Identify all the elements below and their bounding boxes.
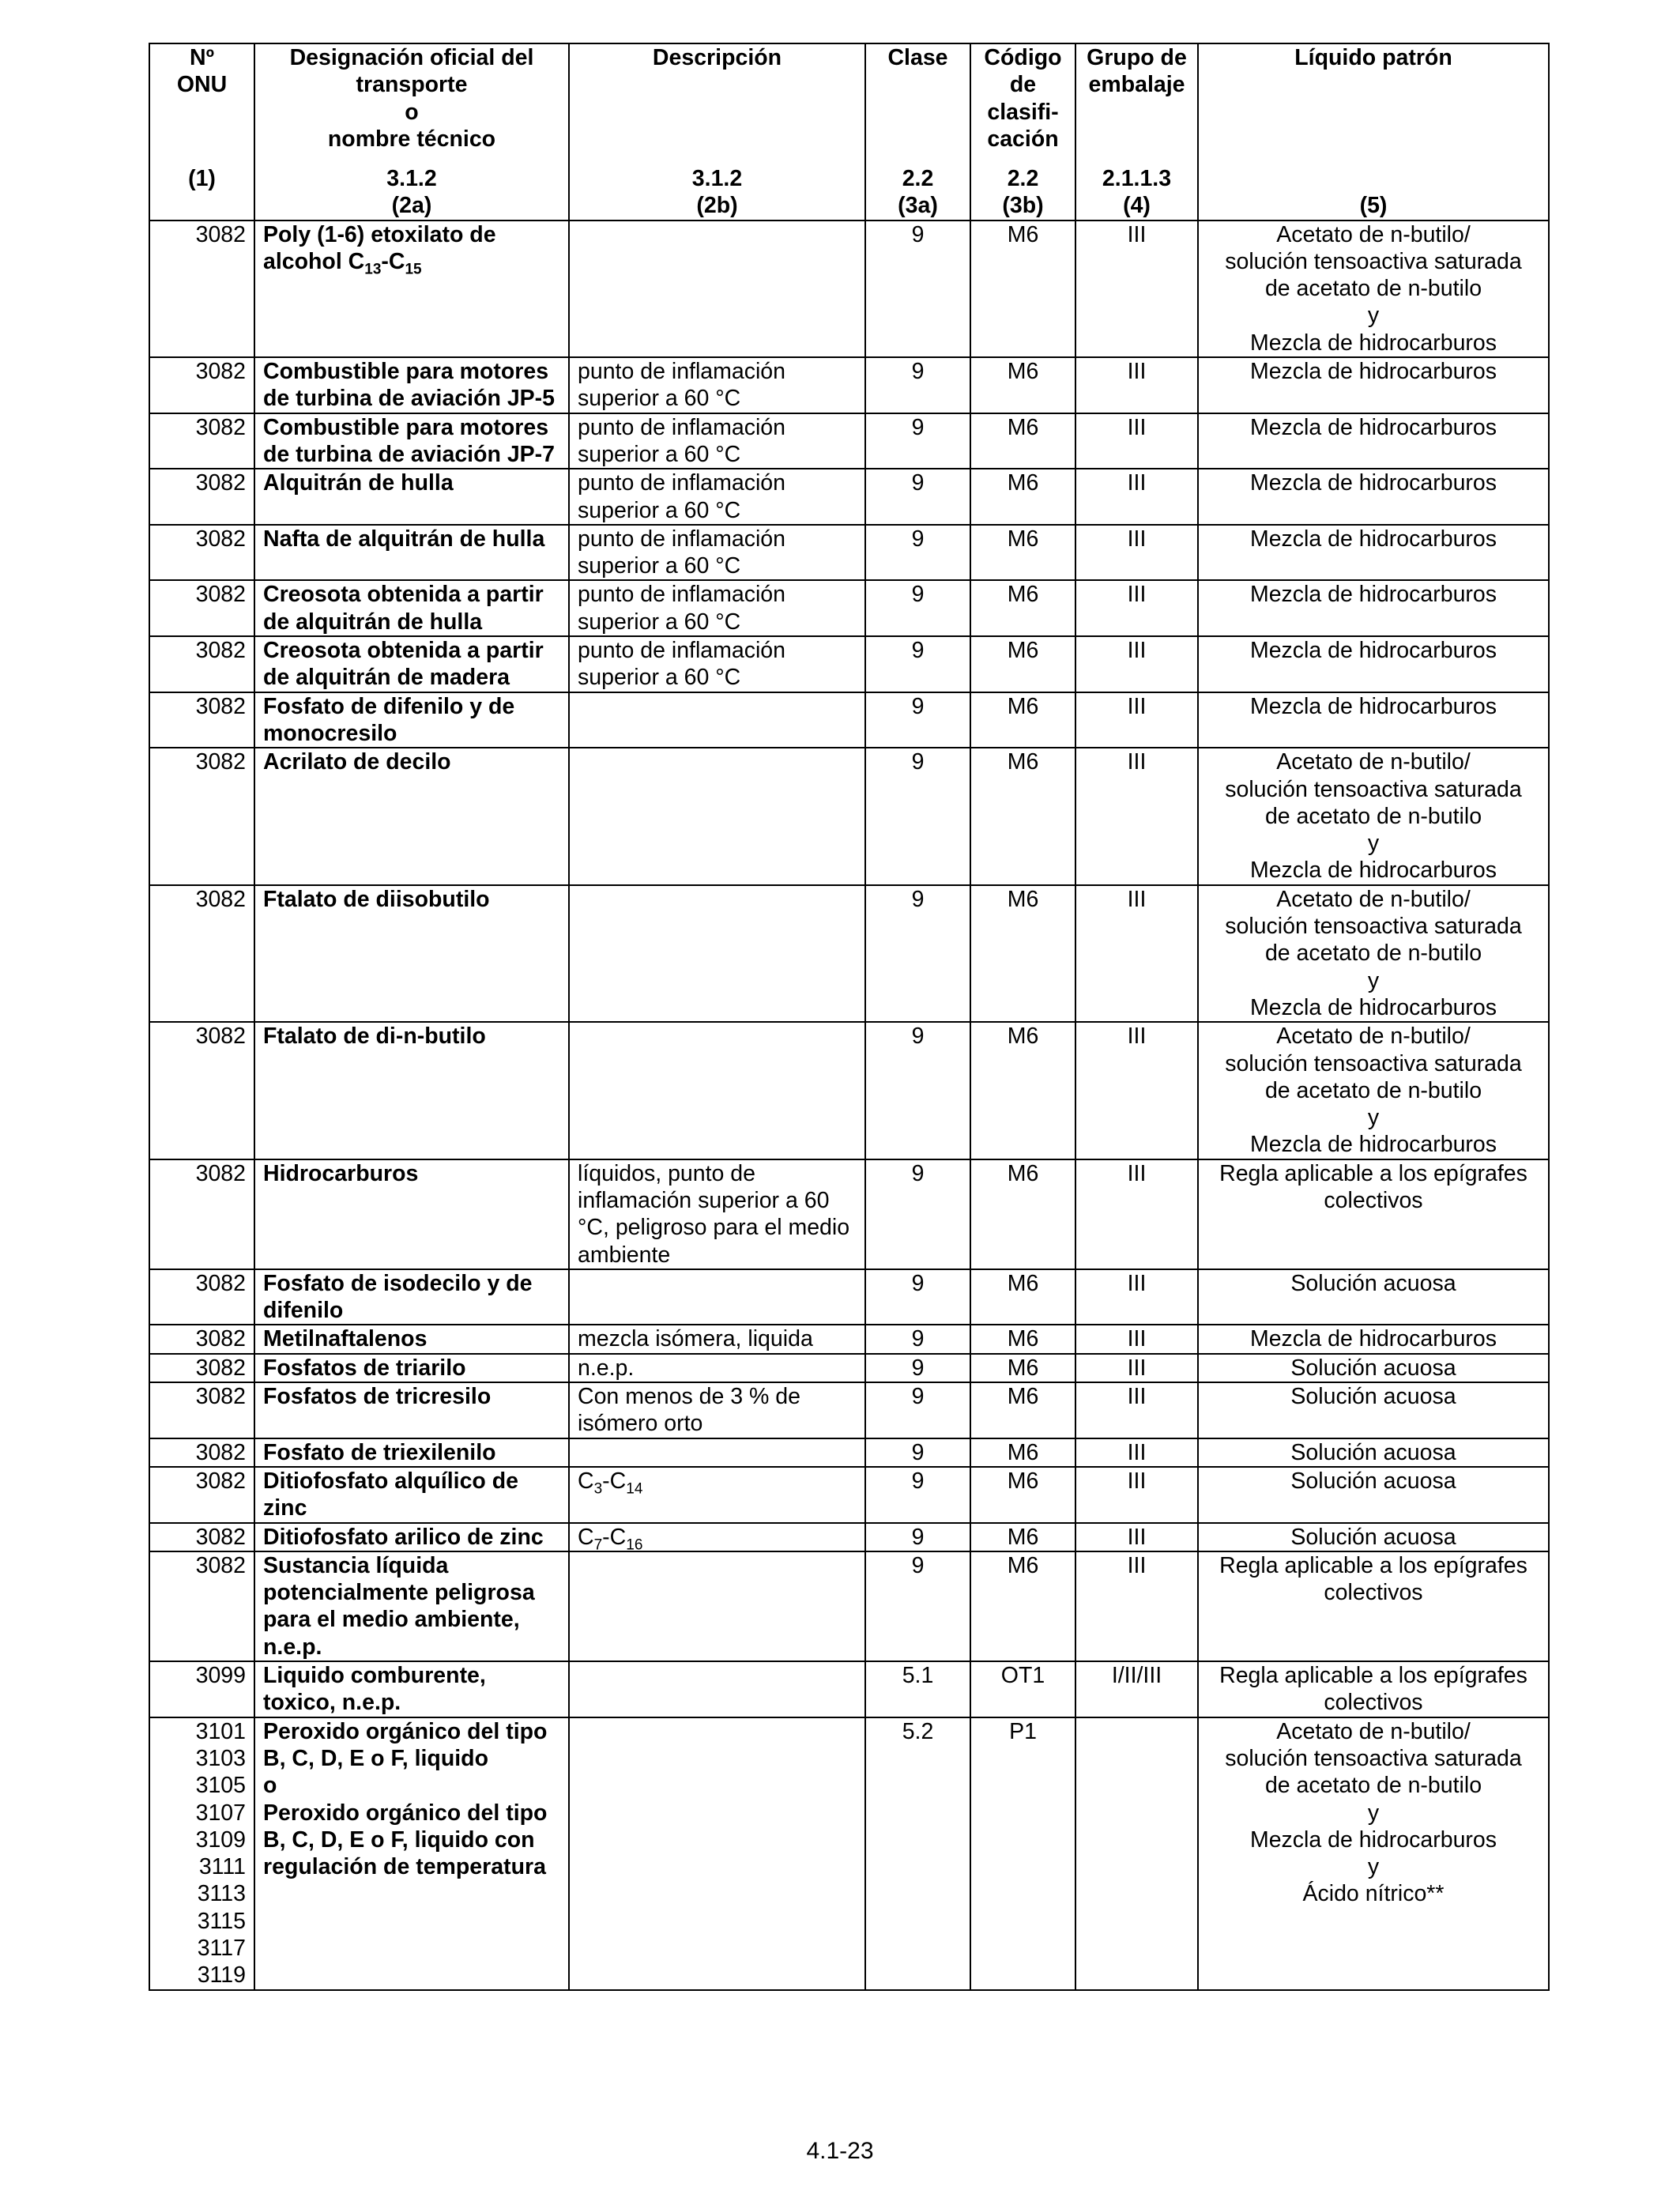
cell-description: líquidos, punto de inflamación superior a 60 °C, peligroso para el medio ambiente [569,1159,865,1269]
cell-onu-number: 3082 [149,1159,254,1269]
cell-description: n.e.p. [569,1354,865,1382]
cell-classification-code: P1 [970,1717,1075,1990]
table-row [149,1523,1549,1551]
cell-designation: Acrilato de decilo [254,748,569,884]
cell-classification-code: M6 [970,1159,1075,1269]
cell-onu-number: 3082 [149,1325,254,1353]
header-col-number: (2a) [391,193,432,219]
cell-class: 5.2 [865,1717,970,1990]
cell-class: 9 [865,636,970,692]
cell-description: punto de inflamación superior a 60 °C [569,580,865,636]
table-row [149,1354,1549,1382]
header-classification-code: Código de clasifi- cación [970,43,1075,165]
header-col-number: (2b) [696,193,738,219]
cell-class: 9 [865,525,970,581]
table-row [149,885,1549,1022]
cell-packing-group: III [1075,1354,1198,1382]
cell-onu-number: 3082 [149,357,254,413]
table-row [149,1551,1549,1661]
cell-reference-liquid: Acetato de n-butilo/ solución tensoactiva saturada de acetato de n-butilo y Mezcla de hidrocarburos [1198,221,1549,357]
cell-packing-group: III [1075,221,1198,357]
cell-description [569,1717,865,1990]
cell-onu-number: 3082 [149,1438,254,1467]
cell-description [569,1269,865,1325]
cell-description [569,1661,865,1717]
cell-packing-group: III [1075,413,1198,469]
cell-onu-number: 3082 [149,748,254,884]
cell-classification-code: M6 [970,221,1075,357]
cell-reference-liquid: Solución acuosa [1198,1269,1549,1325]
cell-reference-liquid: Mezcla de hidrocarburos [1198,413,1549,469]
cell-description: punto de inflamación superior a 60 °C [569,636,865,692]
cell-reference-liquid: Mezcla de hidrocarburos [1198,692,1549,748]
cell-onu-number: 3082 [149,885,254,1022]
cell-reference-liquid: Mezcla de hidrocarburos [1198,1325,1549,1353]
table-row [149,1022,1549,1159]
cell-class: 9 [865,1438,970,1467]
cell-class: 9 [865,1523,970,1551]
header-ref-reference-liquid [1198,165,1549,221]
cell-designation: Nafta de alquitrán de hulla [254,525,569,581]
cell-designation: Ftalato de diisobutilo [254,885,569,1022]
cell-packing-group: III [1075,1438,1198,1467]
table-row [149,1438,1549,1467]
cell-packing-group: III [1075,692,1198,748]
cell-onu-number: 3082 [149,221,254,357]
cell-class: 9 [865,885,970,1022]
cell-reference-liquid: Solución acuosa [1198,1382,1549,1438]
table-row [149,1269,1549,1325]
cell-description [569,1551,865,1661]
cell-classification-code: OT1 [970,1661,1075,1717]
cell-classification-code: M6 [970,1022,1075,1159]
cell-class: 9 [865,1467,970,1523]
cell-reference-liquid: Solución acuosa [1198,1467,1549,1523]
page-number: 4.1-23 [806,2138,874,2164]
cell-onu-number: 3082 [149,692,254,748]
cell-packing-group: III [1075,525,1198,581]
header-description: Descripción [569,43,865,165]
cell-packing-group: III [1075,1022,1198,1159]
cell-classification-code: M6 [970,413,1075,469]
table-row [149,580,1549,636]
cell-description [569,1438,865,1467]
header-col-number: (1) [188,166,216,191]
cell-reference-liquid: Mezcla de hidrocarburos [1198,636,1549,692]
cell-classification-code: M6 [970,525,1075,581]
header-ref-class [865,165,970,221]
cell-packing-group: III [1075,1325,1198,1353]
cell-class: 9 [865,1325,970,1353]
cell-onu-number: 3082 [149,580,254,636]
cell-onu-number: 3082 [149,1382,254,1438]
cell-description: $C_3-C_{14}$ [569,1467,865,1523]
cell-designation: Fosfatos de triarilo [254,1354,569,1382]
cell-classification-code: M6 [970,885,1075,1022]
cell-packing-group: III [1075,1467,1198,1523]
cell-reference-liquid: Solución acuosa [1198,1354,1549,1382]
table-row [149,748,1549,884]
header-col-number: (5) [1359,193,1388,219]
cell-packing-group: III [1075,1269,1198,1325]
cell-classification-code: M6 [970,1438,1075,1467]
header-reference-liquid: Líquido patrón [1198,43,1549,165]
cell-designation: Ditiofosfato alquílico de zinc [254,1467,569,1523]
cell-classification-code: M6 [970,580,1075,636]
cell-reference-liquid: Mezcla de hidrocarburos [1198,357,1549,413]
cell-packing-group: III [1075,1382,1198,1438]
cell-classification-code: M6 [970,1269,1075,1325]
cell-reference-liquid: Mezcla de hidrocarburos [1198,469,1549,525]
cell-reference-liquid: Solución acuosa [1198,1523,1549,1551]
header-ref-label: 2.2 [902,166,934,191]
cell-designation: Fosfato de triexilenilo [254,1438,569,1467]
table-row [149,1661,1549,1717]
cell-reference-liquid: Acetato de n-butilo/ solución tensoactiva saturada de acetato de n-butilo y Mezcla de hidrocarburos [1198,1022,1549,1159]
header-col-number: (4) [1123,193,1151,219]
cell-designation: Ftalato de di-n-butilo [254,1022,569,1159]
cell-packing-group: III [1075,1159,1198,1269]
cell-class: 5.1 [865,1661,970,1717]
table-row [149,357,1549,413]
cell-reference-liquid: Acetato de n-butilo/ solución tensoactiva saturada de acetato de n-butilo y Mezcla de hidrocarburos [1198,885,1549,1022]
cell-designation: Combustible para motores de turbina de aviación JP-5 [254,357,569,413]
cell-packing-group: I/II/III [1075,1661,1198,1717]
header-designation: Designación oficial del transporte o nombre técnico [254,43,569,165]
header-ref-label: 2.1.1.3 [1102,166,1172,191]
cell-onu-number: 3082 [149,1354,254,1382]
header-class: Clase [865,43,970,165]
cell-onu-number: 3082 [149,1523,254,1551]
table-row [149,1717,1549,1990]
cell-description [569,1022,865,1159]
cell-packing-group: III [1075,636,1198,692]
header-packing-group: Grupo de embalaje [1075,43,1198,165]
cell-onu-number: 3082 [149,469,254,525]
cell-onu-number: 3101 3103 3105 3107 3109 3111 3113 3115 3117 3119 [149,1717,254,1990]
cell-classification-code: M6 [970,469,1075,525]
cell-classification-code: M6 [970,748,1075,884]
table-body [149,221,1549,1990]
cell-reference-liquid: Acetato de n-butilo/ solución tensoactiva saturada de acetato de n-butilo y Mezcla de hidrocarburos [1198,748,1549,884]
cell-onu-number: 3082 [149,1551,254,1661]
cell-class: 9 [865,1354,970,1382]
cell-reference-liquid: Regla aplicable a los epígrafes colectivos [1198,1661,1549,1717]
cell-designation: Peroxido orgánico del tipo B, C, D, E o F, liquido o Peroxido orgánico del tipo B, C, D, E o F, liquido con regulación de temperatura [254,1717,569,1990]
cell-class: 9 [865,1551,970,1661]
header-ref-onu [149,165,254,221]
cell-designation: Ditiofosfato arilico de zinc [254,1523,569,1551]
cell-description: $C_7-C_{16}$ [569,1523,865,1551]
cell-onu-number: 3082 [149,636,254,692]
table-row [149,413,1549,469]
cell-reference-liquid: Regla aplicable a los epígrafes colectivos [1198,1551,1549,1661]
cell-designation: Creosota obtenida a partir de alquitrán de madera [254,636,569,692]
cell-designation: Combustible para motores de turbina de aviación JP-7 [254,413,569,469]
cell-designation: Hidrocarburos [254,1159,569,1269]
cell-designation: Fosfato de difenilo y de monocresilo [254,692,569,748]
cell-onu-number: 3082 [149,525,254,581]
cell-packing-group: III [1075,1523,1198,1551]
cell-classification-code: M6 [970,357,1075,413]
table-row [149,692,1549,748]
cell-designation: Sustancia líquida potencialmente peligrosa para el medio ambiente, n.e.p. [254,1551,569,1661]
cell-classification-code: M6 [970,1523,1075,1551]
table-header [149,43,1549,221]
cell-designation: Alquitrán de hulla [254,469,569,525]
cell-onu-number: 3082 [149,1022,254,1159]
cell-onu-number: 3082 [149,413,254,469]
cell-packing-group: III [1075,885,1198,1022]
cell-description: punto de inflamación superior a 60 °C [569,413,865,469]
cell-packing-group: III [1075,1551,1198,1661]
cell-classification-code: M6 [970,1354,1075,1382]
table-row [149,1382,1549,1438]
cell-packing-group: III [1075,748,1198,884]
cell-classification-code: M6 [970,692,1075,748]
cell-packing-group: III [1075,469,1198,525]
cell-description [569,885,865,1022]
cell-description: punto de inflamación superior a 60 °C [569,525,865,581]
header-reference-row [149,165,1549,221]
table-row [149,1467,1549,1523]
cell-class: 9 [865,1022,970,1159]
table-row [149,1159,1549,1269]
cell-class: 9 [865,221,970,357]
cell-designation: Fosfato de isodecilo y de difenilo [254,1269,569,1325]
table-row [149,525,1549,581]
cell-reference-liquid: Regla aplicable a los epígrafes colectivos [1198,1159,1549,1269]
cell-classification-code: M6 [970,1467,1075,1523]
cell-designation: Creosota obtenida a partir de alquitrán de hulla [254,580,569,636]
header-onu: Nº ONU [149,43,254,165]
header-col-number: (3a) [898,193,938,219]
cell-description [569,692,865,748]
cell-class: 9 [865,1382,970,1438]
cell-packing-group: III [1075,580,1198,636]
table-row [149,1325,1549,1353]
cell-reference-liquid: Mezcla de hidrocarburos [1198,525,1549,581]
cell-onu-number: 3099 [149,1661,254,1717]
cell-class: 9 [865,748,970,884]
header-ref-label [1207,165,1540,192]
cell-class: 9 [865,692,970,748]
cell-reference-liquid: Acetato de n-butilo/ solución tensoactiva saturada de acetato de n-butilo y Mezcla de hidrocarburos y Ácido nítrico** [1198,1717,1549,1990]
cell-description: punto de inflamación superior a 60 °C [569,469,865,525]
header-ref-label: 3.1.2 [386,166,437,191]
header-ref-classification-code [970,165,1075,221]
cell-onu-number: 3082 [149,1467,254,1523]
cell-description: punto de inflamación superior a 60 °C [569,357,865,413]
cell-description [569,221,865,357]
cell-packing-group [1075,1717,1198,1990]
header-title-row [149,43,1549,165]
cell-class: 9 [865,469,970,525]
substances-table [149,43,1550,1991]
cell-classification-code: M6 [970,636,1075,692]
header-ref-packing-group [1075,165,1198,221]
cell-reference-liquid: Mezcla de hidrocarburos [1198,580,1549,636]
table-row [149,469,1549,525]
cell-designation: Fosfatos de tricresilo [254,1382,569,1438]
cell-classification-code: M6 [970,1551,1075,1661]
cell-onu-number: 3082 [149,1269,254,1325]
cell-description: mezcla isómera, liquida [569,1325,865,1353]
cell-classification-code: M6 [970,1382,1075,1438]
table-row [149,221,1549,357]
cell-reference-liquid: Solución acuosa [1198,1438,1549,1467]
cell-classification-code: M6 [970,1325,1075,1353]
header-ref-description [569,165,865,221]
header-col-number: (3b) [1002,193,1044,219]
header-ref-label: 2.2 [1007,166,1039,191]
cell-designation: Metilnaftalenos [254,1325,569,1353]
header-ref-label: 3.1.2 [691,166,743,191]
header-ref-designation [254,165,569,221]
cell-description [569,748,865,884]
cell-class: 9 [865,1269,970,1325]
cell-class: 9 [865,357,970,413]
cell-class: 9 [865,413,970,469]
cell-packing-group: III [1075,357,1198,413]
cell-class: 9 [865,580,970,636]
table-row [149,636,1549,692]
cell-designation: Poly (1-6) etoxilato de alcohol $C_{13}-C_{15}$ [254,221,569,357]
cell-class: 9 [865,1159,970,1269]
cell-designation: Liquido comburente, toxico, n.e.p. [254,1661,569,1717]
cell-description: Con menos de 3 % de isómero orto [569,1382,865,1438]
